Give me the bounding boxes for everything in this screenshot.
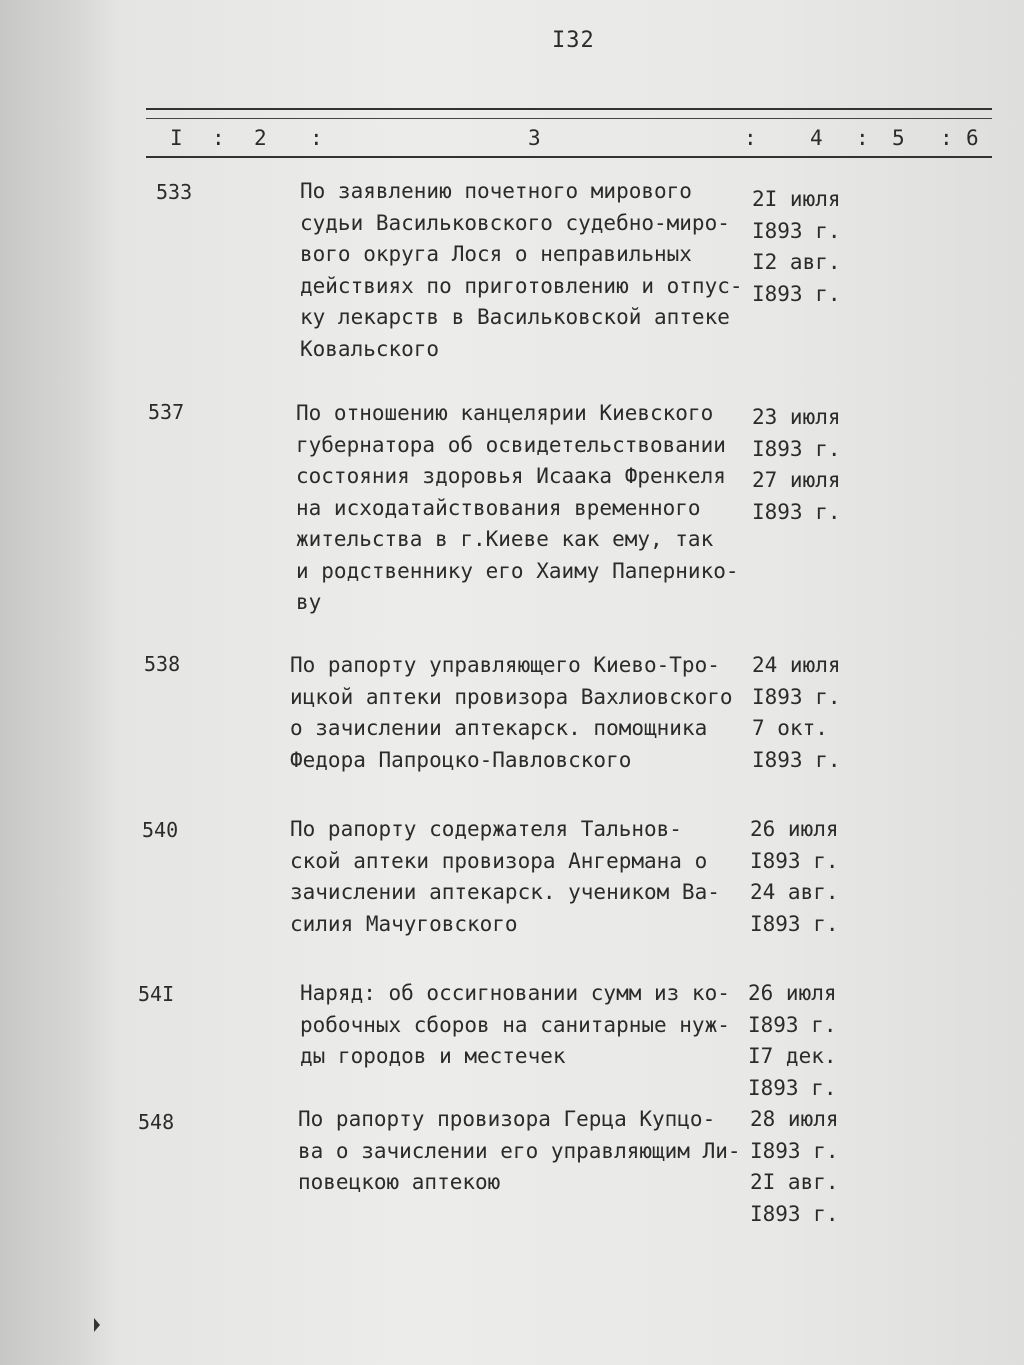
page-edge-shadow	[0, 0, 120, 1365]
column-separator-3: :	[744, 126, 757, 150]
entry-description: По рапорту управляющего Киево-Тро- ицкой аптеки провизора Вахлиовского о зачислении аптекарск. помощника Федора Папроцко-Павловского	[290, 653, 733, 772]
header-rule-top	[146, 108, 992, 110]
entry-description: По рапорту содержателя Тальнов- ской аптеки провизора Ангермана о зачислении аптекарск. учеником Ва- силия Мачуговского	[290, 817, 720, 936]
column-header-1: I	[170, 126, 183, 150]
entry-dates: 24 июля I893 г. 7 окт. I893 г.	[752, 653, 841, 772]
entry-number: 538	[144, 652, 181, 676]
entry-number: 540	[142, 818, 179, 842]
entry-description: По отношению канцелярии Киевского губернатора об освидетельствовании состояния здоровья Исаака Френкеля на исходатайствования временного жительства в г.Киеве как ему, так и родственнику его Хаиму Паперникo- ву	[296, 401, 739, 614]
column-header-6: 6	[966, 126, 979, 150]
column-separator-2: :	[310, 126, 323, 150]
page-number: I32	[552, 28, 595, 53]
entry-description: По заявлению почетного мирового судьи Васильковского судебно-миро- вого округа Лося о неправильных действиях по приготовлению и отпус- ку лекарств в Васильковской аптеке Ковальского	[300, 179, 743, 361]
entry-description: Наряд: об оссигновании сумм из ко- робочных сборов на санитарные нуж- ды городов и местечек	[300, 981, 730, 1068]
column-separator-4: :	[856, 126, 869, 150]
entry-dates: 28 июля I893 г. 2I авг. I893 г.	[750, 1107, 839, 1226]
column-header-4: 4	[810, 126, 823, 150]
column-separator-1: :	[212, 126, 225, 150]
header-rule-top-thin	[146, 118, 992, 119]
entry-number: 537	[148, 400, 185, 424]
column-header-5: 5	[892, 126, 905, 150]
column-separator-5: :	[940, 126, 953, 150]
entry-dates: 26 июля I893 г. 24 авг. I893 г.	[750, 817, 839, 936]
entry-number: 548	[138, 1110, 175, 1134]
column-header-3: 3	[528, 126, 541, 150]
entry-description: По рапорту провизора Герца Купцо- ва о зачислении его управляющим Ли- повецкою аптекою	[298, 1107, 741, 1194]
entry-number: 54I	[138, 982, 175, 1006]
header-rule-bottom	[146, 156, 992, 158]
entry-number: 533	[156, 180, 193, 204]
column-header-2: 2	[254, 126, 267, 150]
entry-dates: 23 июля I893 г. 27 июля I893 г.	[752, 405, 841, 524]
entry-dates: 26 июля I893 г. I7 дек. I893 г.	[748, 981, 837, 1100]
entry-dates: 2I июля I893 г. I2 авг. I893 г.	[752, 187, 841, 306]
